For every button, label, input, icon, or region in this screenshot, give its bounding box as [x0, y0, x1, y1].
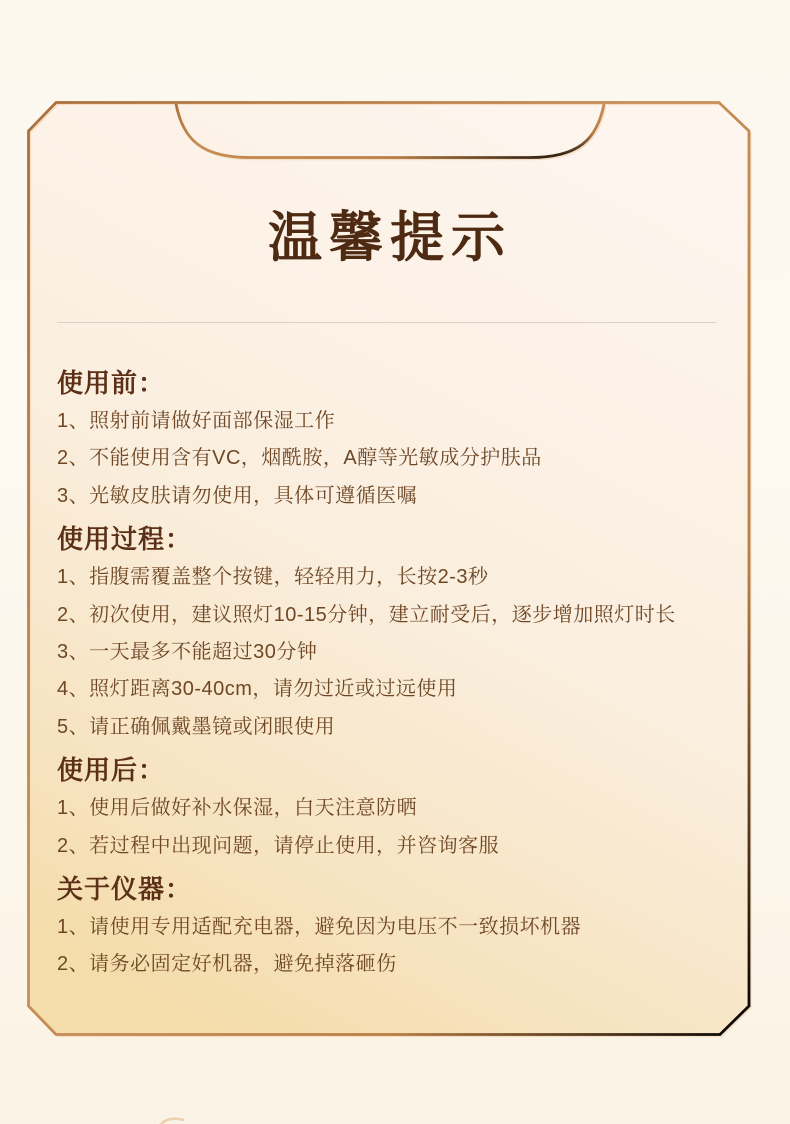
list-item: 1、指腹需覆盖整个按键，轻轻用力，长按2-3秒 — [57, 566, 489, 589]
list-item: 5、请正确佩戴墨镜或闭眼使用 — [57, 715, 336, 738]
section-heading: 关于仪器： — [57, 874, 193, 905]
section-list — [57, 909, 716, 984]
list-item: 3、光敏皮肤请勿使用，具体可遵循医嘱 — [57, 484, 418, 507]
list-item: 3、一天最多不能超过30分钟 — [57, 641, 318, 664]
section-during-use — [57, 523, 716, 746]
list-item: 2、若过程中出现问题，请停止使用，并咨询客服 — [57, 834, 500, 857]
section-before-use — [57, 367, 716, 515]
list-item: 2、不能使用含有VC，烟酰胺，A醇等光敏成分护肤品 — [57, 447, 542, 470]
list-item: 1、请使用专用适配充电器，避免因为电压不一致损坏机器 — [57, 916, 582, 939]
section-list — [57, 559, 716, 746]
section-heading: 使用过程： — [57, 524, 193, 555]
list-item: 1、使用后做好补水保湿，白天注意防晒 — [57, 797, 418, 820]
section-heading: 使用前： — [57, 368, 166, 398]
section-list — [57, 790, 716, 865]
page-title: 温馨提示 — [268, 208, 512, 268]
list-item: 2、初次使用，建议照灯10-15分钟，建立耐受后，逐步增加照灯时长 — [57, 603, 676, 626]
title-divider — [57, 322, 716, 323]
list-item: 4、照灯距离30-40cm，请勿过近或过远使用 — [57, 678, 458, 701]
tips-card — [57, 0, 716, 984]
section-after-use — [57, 754, 716, 865]
list-item: 2、请务必固定好机器，避免掉落砸伤 — [57, 953, 397, 976]
section-list — [57, 403, 716, 515]
list-item: 1、照射前请做好面部保湿工作 — [57, 410, 336, 432]
section-heading: 使用后： — [57, 755, 166, 786]
next-card-hint — [160, 1119, 184, 1124]
section-about-device — [57, 873, 716, 984]
